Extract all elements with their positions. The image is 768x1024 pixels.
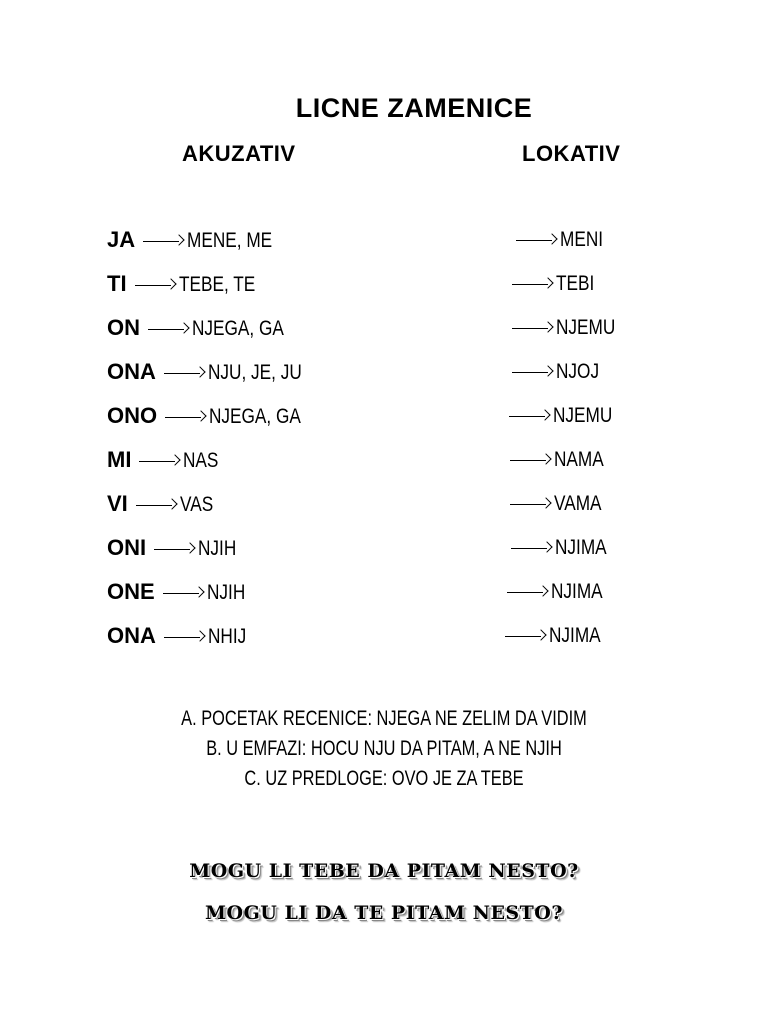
pronoun-label: ON (107, 315, 140, 340)
column-header-lokativ: LOKATIV (522, 141, 621, 166)
table-row (0, 618, 768, 662)
lokativ-form: NAMA (554, 448, 604, 471)
akuzativ-form: NJEGA, GA (209, 405, 301, 428)
lokativ-cell (508, 310, 628, 346)
note-b: B. U EMFAZI: HOCU NJU DA PITAM, A NE NJIH (206, 737, 562, 760)
pronoun-label: ONA (107, 359, 156, 384)
pronoun-label: JA (107, 227, 136, 252)
akuzativ-cell (107, 574, 253, 610)
arrow-right-icon (512, 278, 552, 290)
arrow-right-icon (509, 410, 549, 422)
arrow-right-icon (135, 279, 175, 291)
akuzativ-form: NJIH (206, 581, 245, 604)
arrow-right-icon (507, 586, 547, 598)
lokativ-form: VAMA (554, 492, 602, 515)
question-2: MOGU LI DA TE PITAM NESTO? (205, 902, 563, 924)
note-c: C. UZ PREDLOGE: OVO JE ZA TEBE (244, 767, 524, 790)
table-row (0, 354, 768, 398)
arrow-right-icon (154, 543, 194, 555)
column-header-akuzativ: AKUZATIV (182, 141, 296, 166)
arrow-right-icon (505, 630, 545, 642)
question-1: MOGU LI TEBE DA PITAM NESTO? (189, 860, 579, 882)
arrow-right-icon (511, 542, 551, 554)
lokativ-form: NJIMA (551, 580, 603, 603)
akuzativ-form: VAS (179, 493, 213, 516)
akuzativ-cell (107, 354, 322, 390)
akuzativ-cell (107, 442, 227, 478)
note-a: A. POCETAK RECENICE: NJEGA NE ZELIM DA VIDIM (181, 707, 587, 730)
lokativ-form: NJIMA (555, 536, 607, 559)
pronoun-label: TI (107, 271, 127, 296)
notes-list (0, 704, 768, 794)
akuzativ-form: TEBE, TE (178, 273, 255, 296)
akuzativ-form: NJIH (198, 537, 237, 560)
lokativ-cell (507, 530, 618, 566)
table-row (0, 222, 768, 266)
lokativ-cell (505, 398, 625, 434)
akuzativ-form: MENE, ME (187, 229, 273, 252)
arrow-right-icon (510, 454, 550, 466)
pronoun-label: ONO (107, 403, 158, 428)
akuzativ-cell (107, 398, 321, 434)
arrow-right-icon (143, 235, 183, 247)
lokativ-cell (506, 486, 612, 522)
pronoun-label: VI (107, 491, 128, 516)
arrow-right-icon (148, 323, 188, 335)
table-row (0, 398, 768, 442)
akuzativ-cell (107, 530, 245, 566)
lokativ-cell (506, 442, 615, 478)
table-row (0, 486, 768, 530)
arrow-right-icon (136, 499, 176, 511)
lokativ-cell (501, 618, 612, 654)
arrow-right-icon (512, 366, 552, 378)
arrow-right-icon (516, 234, 556, 246)
akuzativ-form: NJEGA, GA (192, 317, 284, 340)
page-title: LICNE ZAMENICE (295, 93, 533, 123)
lokativ-form: NJEMU (556, 316, 616, 339)
table-row (0, 574, 768, 618)
table-row (0, 310, 768, 354)
lokativ-cell (508, 266, 603, 302)
arrow-right-icon (139, 455, 179, 467)
lokativ-form: NJOJ (556, 360, 600, 383)
arrow-right-icon (164, 631, 204, 643)
lokativ-form: TEBI (556, 272, 595, 295)
akuzativ-form: NAS (183, 449, 219, 472)
lokativ-cell (503, 574, 614, 610)
lokativ-form: NJEMU (553, 404, 613, 427)
akuzativ-form: NJU, JE, JU (207, 361, 302, 384)
akuzativ-cell (107, 310, 304, 346)
pronoun-label: ONA (107, 623, 156, 648)
akuzativ-cell (107, 222, 291, 258)
lokativ-cell (512, 222, 613, 258)
arrow-right-icon (512, 322, 552, 334)
arrow-right-icon (165, 411, 205, 423)
akuzativ-cell (107, 266, 272, 302)
table-row (0, 530, 768, 574)
table-row (0, 266, 768, 310)
pronoun-label: ONE (107, 579, 155, 604)
pronoun-label: ONI (107, 535, 147, 560)
akuzativ-cell (107, 486, 220, 522)
akuzativ-cell (107, 618, 255, 654)
arrow-right-icon (510, 498, 550, 510)
arrow-right-icon (163, 587, 203, 599)
akuzativ-form: NHIJ (207, 625, 247, 648)
lokativ-cell (508, 354, 609, 390)
lokativ-form: NJIMA (549, 624, 601, 647)
pronoun-label: MI (107, 447, 132, 472)
lokativ-form: MENI (560, 228, 604, 251)
arrow-right-icon (164, 367, 204, 379)
pronoun-table (0, 222, 768, 662)
table-row (0, 442, 768, 486)
